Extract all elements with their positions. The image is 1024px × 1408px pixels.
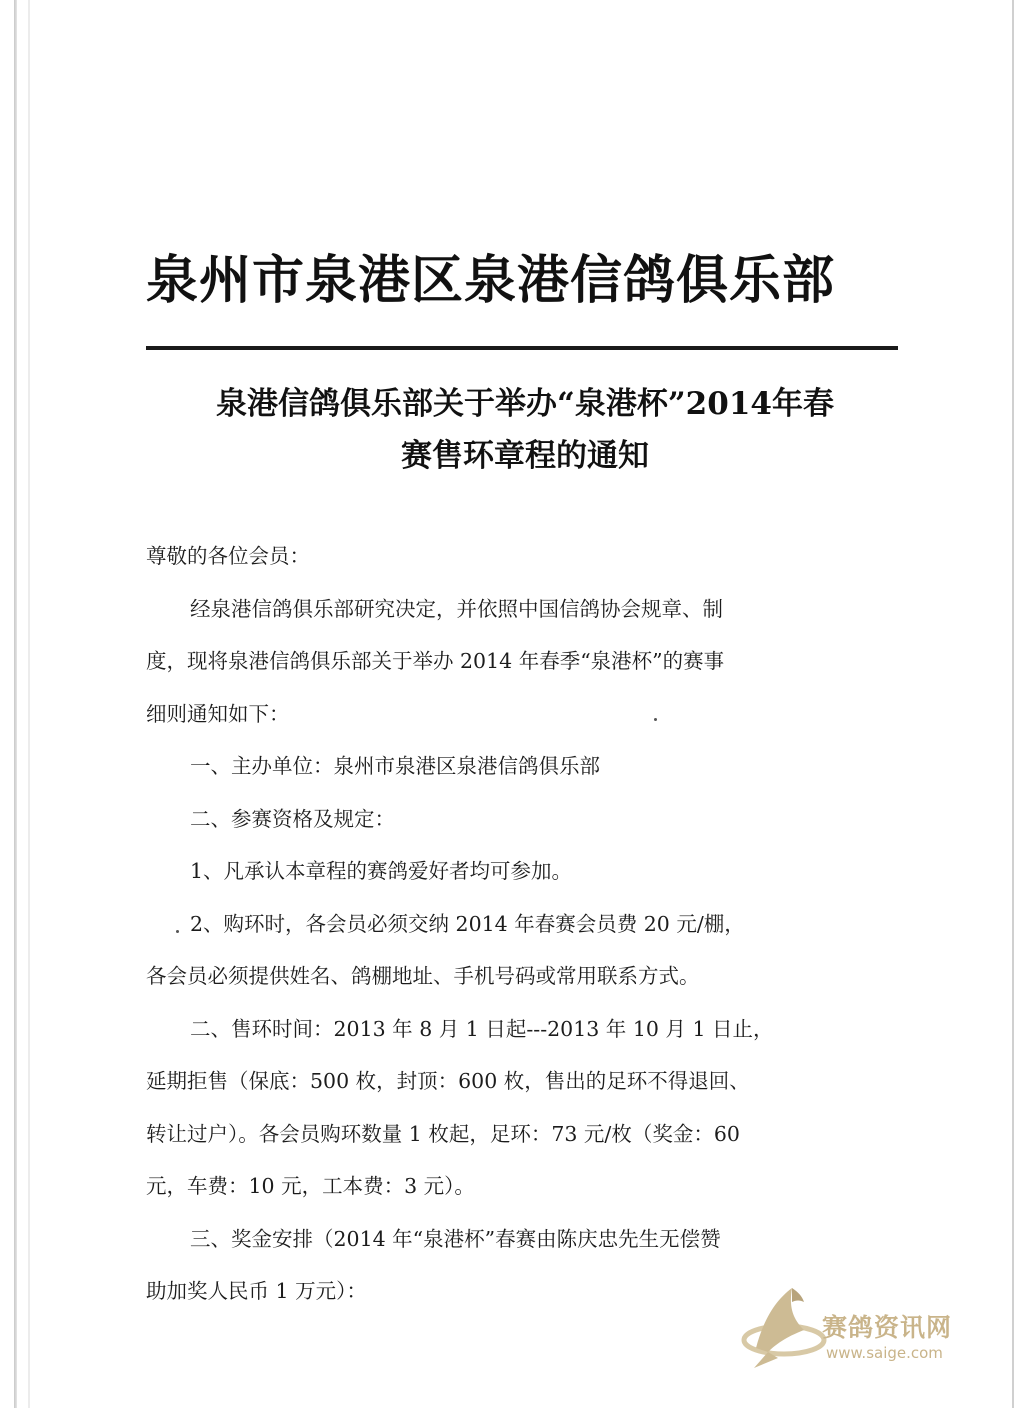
- watermark-name: 赛鸽资讯网: [822, 1313, 953, 1342]
- body-line: 三、奖金安排（2014 年“泉港杯”春赛由陈庆忠先生无偿赞: [190, 1226, 721, 1251]
- salutation: 尊敬的各位会员：: [146, 544, 310, 568]
- scan-edge-left: [14, 0, 17, 1408]
- body-line: 一、主办单位：泉州市泉港区泉港信鸽俱乐部: [190, 754, 600, 778]
- body-line: 二、参赛资格及规定：: [190, 806, 395, 831]
- body-line: 延期拒售（保底：500 枚，封顶：600 枚，售出的足环不得退回、: [146, 1069, 750, 1093]
- body-line: 细则通知如下：: [146, 701, 290, 726]
- body-line: 转让过户）。各会员购环数量 1 枚起，足环：73 元/枚（奖金：60: [146, 1121, 740, 1146]
- notice-body: [146, 530, 906, 1318]
- body-line: 度，现将泉港信鸽俱乐部关于举办 2014 年春季“泉港杯”的赛事: [146, 649, 725, 673]
- scan-edge-right: [1012, 0, 1014, 1408]
- scan-speck: [176, 930, 179, 933]
- body-line: 各会员必须提供姓名、鸽棚地址、手机号码或常用联系方式。: [146, 964, 700, 988]
- body-line: 经泉港信鸽俱乐部研究决定，并依照中国信鸽协会规章、制: [190, 596, 723, 621]
- notice-title-line-1: 泉港信鸽俱乐部关于举办“泉港杯”2014年春: [216, 386, 834, 422]
- body-line: 元，车费：10 元，工本费：3 元）。: [146, 1174, 475, 1198]
- body-line: 二、售环时间：2013 年 8 月 1 日起---2013 年 10 月 1 日止，: [190, 1016, 774, 1041]
- body-line: 2、购环时，各会员必须交纳 2014 年春赛会员费 20 元/棚，: [190, 911, 745, 936]
- letterhead-rule: [146, 346, 898, 350]
- letterhead-title: 泉州市泉港区泉港信鸽俱乐部: [146, 251, 836, 311]
- scan-speck: [654, 718, 657, 721]
- watermark: [734, 1278, 984, 1378]
- notice-title: [100, 378, 950, 482]
- body-line: 1、凡承认本章程的赛鸽爱好者均可参加。: [190, 859, 573, 883]
- body-line: 助加奖人民币 1 万元）：: [146, 1279, 367, 1303]
- pigeon-logo-icon: [734, 1278, 834, 1378]
- notice-title-line-2: 赛售环章程的通知: [401, 438, 649, 474]
- watermark-url: www.saige.com: [826, 1344, 943, 1362]
- scan-edge-left-shadow: [28, 0, 30, 1408]
